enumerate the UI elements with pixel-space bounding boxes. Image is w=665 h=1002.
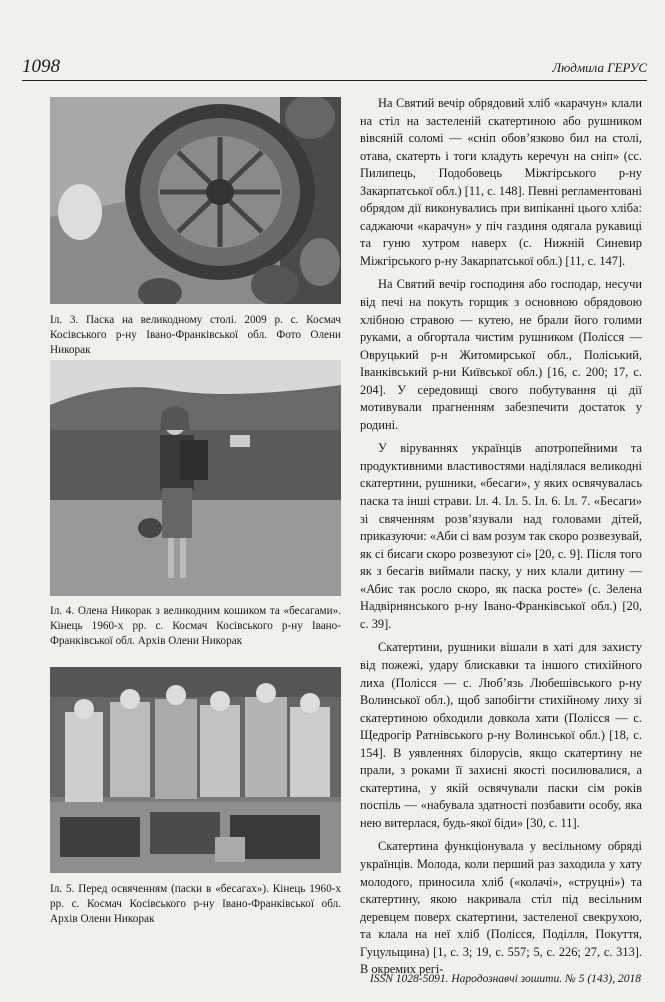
- figure-3-photo: [50, 97, 341, 304]
- running-header: [22, 58, 647, 81]
- journal-footer: ISSN 1028-5091. Народознавчі зошити. № 5 (143), 2018: [369, 973, 641, 985]
- figure-4-photo: [50, 360, 341, 596]
- figure-5-photo: [50, 667, 341, 873]
- body-paragraph-2: На Святий вечір господиня або господар, несучи від печі на покуть горщик з основною обрядовою хлібною стравою — кутею, не брали його голими руками, а обгортала чистим рушником (Полісся — Овруцький р-н Житомирської обл., Поліський, Іванківський р-ни Київської обл.) [16, с. 200; 17, с. 204]. У середовищі свого побутування ці дії мотивували прагненням забезпечити достаток у родині.: [360, 277, 642, 432]
- figure-5-caption: Іл. 5. Перед освяченням (паски в «бесагах»). Кінець 1960-х рр. с. Космач Косівського р-ну Івано-Франківської обл. Архів Олени Никорак: [50, 883, 341, 925]
- body-paragraph-3: У віруваннях українців апотропейними та продуктивними властивостями наділялася великодні скатертини, рушники, «бесаги», у яких освячувалась паска та інші страви. Іл. 4. Іл. 5. Іл. 6. Іл. 7. «Бесаги» зі свяченням розв’язували над головами дітей, приказуючи: «Аби сі вам розум так скоро розвезувай, як сі бисаги скоро розвезуют сі» [20, с. 9]. Після того як з бесагів виймали паску, у них клали дитину — «Абис так росло скоро, як паска росте» (с. Зелена Надвірнянського р-ну Івано-Франківської обл.) [20, с. 39].: [360, 441, 642, 631]
- figure-3-caption: Іл. 3. Паска на великодному столі. 2009 р. с. Космач Косівського р-ну Івано-Франківської обл. Фото Олени Никорак: [50, 314, 341, 356]
- body-text: [360, 95, 642, 985]
- author-name: Людмила ГЕРУС: [552, 60, 647, 75]
- body-paragraph-4: Скатертини, рушники вішали в хаті для захисту від пожежі, удару блискавки та іншого стихійного лиха (Полісся — с. Люб’язь Любешівського р-ну Волинської обл.), щоб запобігти стихійному лиху зі скатертиною обходили довкола хати (Полісся — с. Щедрогір Ратнівського р-ну Волинської обл.) [18, с. 154]. В уявленнях білорусів, якщо скатертину не прали, з роками її захисні якості посилювалися, а скатертина, у якій освячували паски сім років поспіль — «набувала здатності позбавити особу, яка нею витерлася, будь-якої біди» [30, с. 11].: [360, 640, 642, 830]
- figure-4-caption: Іл. 4. Олена Никорак з великодним кошиком та «бесагами». Кінець 1960-х рр. с. Космач Косівського р-ну Івано-Франківської обл. Архів Олени Никорак: [50, 605, 341, 647]
- body-paragraph-1: На Святий вечір обрядовий хліб «карачун» клали на стіл на застеленій скатертиною або рушником вівсяній соломі — «сніп обов’язково бил на столі, отава, скатерть і тоги кладуть керечун на сніп» (сс. Пилипець, Подобовець Міжгірського р-ну Закарпатської обл.) [11, с. 148]. Певні регламентовані обрядом дії виконувались при випіканні цього хліба: саджаючи «карачун» у піч газдиня одягала рукавиці та гуню хутром наверх (с. Нижній Синевир Міжгірського р-ну Закарпатської обл.) [11, с. 147].: [360, 96, 642, 268]
- page-number: 1098: [22, 56, 60, 77]
- body-paragraph-5: Скатертина функціонувала у весільному обряді українців. Молода, коли перший раз заходила у хату молодого, приносила хліб («колачі», «струцні») та скатертину, якою накривала стіл під весільним деревцем поверх скатертини, застеленої свекрухою, та клала на неї хліб (Полісся, Поділля, Покуття, Гуцульщина) [1, с. 3; 19, с. 557; 5, с. 226; 27, с. 313]. В окремих регі-: [360, 839, 642, 977]
